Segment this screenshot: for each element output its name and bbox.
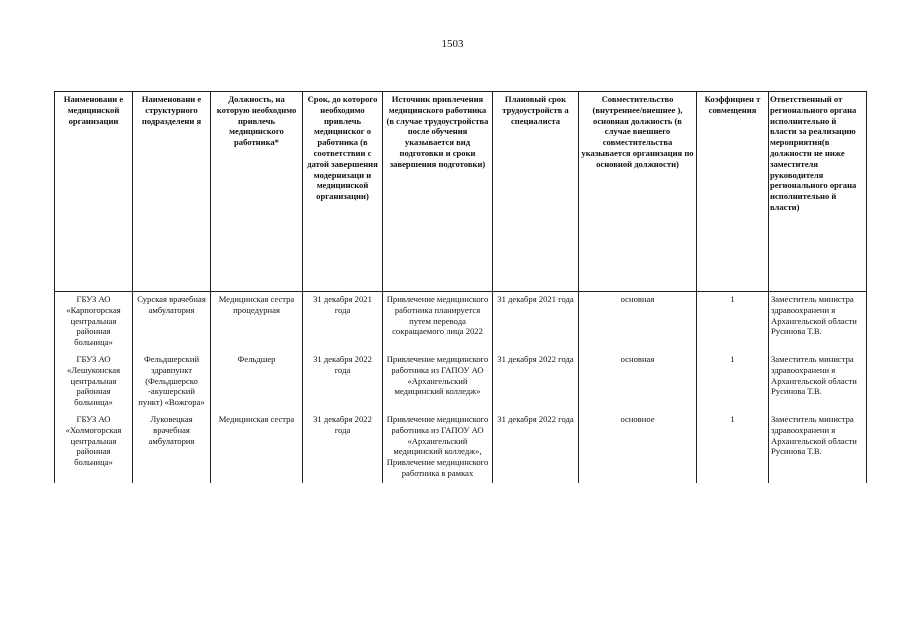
header-coef: Коэффициен т совмещения xyxy=(697,92,769,292)
cell-source: Привлечение медицинского работника из ГАПОУ АО «Архангельский медицинский колледж», Привлечение медицинского работника в рамках xyxy=(383,412,493,483)
cell-coef: 1 xyxy=(697,412,769,483)
cell-planned: 31 декабря 2022 года xyxy=(493,412,579,483)
header-org: Наименовани е медицинской организации xyxy=(55,92,133,292)
cell-combination: основная xyxy=(579,292,697,352)
cell-planned: 31 декабря 2022 года xyxy=(493,352,579,412)
personnel-table xyxy=(54,91,867,483)
cell-coef: 1 xyxy=(697,352,769,412)
cell-responsible: Заместитель министра здравоохранени я Архангельской области Русинова Т.В. xyxy=(769,412,867,483)
cell-deadline: 31 декабря 2022 года xyxy=(303,352,383,412)
header-position: Должность, на которую необходимо привлечь медицинского работника* xyxy=(211,92,303,292)
cell-org: ГБУЗ АО «Холмогорская центральная районная больница» xyxy=(55,412,133,483)
cell-deadline: 31 декабря 2022 года xyxy=(303,412,383,483)
cell-responsible: Заместитель министра здравоохранени я Архангельской области Русинова Т.В. xyxy=(769,292,867,352)
cell-org: ГБУЗ АО «Карпогорская центральная районная больница» xyxy=(55,292,133,352)
cell-position: Медицинская сестра процедурная xyxy=(211,292,303,352)
table-row xyxy=(55,352,867,412)
cell-combination: основная xyxy=(579,352,697,412)
cell-position: Фельдшер xyxy=(211,352,303,412)
header-unit: Наименовани е структурного подразделени я xyxy=(133,92,211,292)
header-deadline: Срок, до которого необходимо привлечь медицинског о работника (в соответствии с датой завершения модернизаци и медицинской организации) xyxy=(303,92,383,292)
cell-source: Привлечение медицинского работника планируется путем перевода сокращаемого лица 2022 xyxy=(383,292,493,352)
page-number: 1503 xyxy=(441,38,464,50)
table-header-row xyxy=(55,92,867,292)
cell-position: Медицинская сестра xyxy=(211,412,303,483)
cell-source: Привлечение медицинского работника из ГАПОУ АО «Архангельский медицинский колледж» xyxy=(383,352,493,412)
cell-org: ГБУЗ АО «Лешуконская центральная районная больница» xyxy=(55,352,133,412)
header-planned: Плановый срок трудоустройств а специалиста xyxy=(493,92,579,292)
cell-coef: 1 xyxy=(697,292,769,352)
table-row xyxy=(55,292,867,352)
cell-deadline: 31 декабря 2021 года xyxy=(303,292,383,352)
header-source: Источник привлечения медицинского работника (в случае трудоустройства после обучения указывается вид подготовки и сроки завершения подготовки) xyxy=(383,92,493,292)
header-combination: Совместительство (внутреннее/внешнее ), основная должность (в случае внешнего совместительства указывается организация по основной должности) xyxy=(579,92,697,292)
cell-unit: Луковецкая врачебная амбулатория xyxy=(133,412,211,483)
cell-combination: основное xyxy=(579,412,697,483)
table-row xyxy=(55,412,867,483)
header-responsible: Ответственный от регионального органа исполнительно й власти за реализацию мероприятия(в должности не ниже заместителя руководителя регионального органа исполнительно й власти) xyxy=(769,92,867,292)
cell-unit: Фельдшерский здравпункт (Фельдшерско -акушерский пункт) «Вожгора» xyxy=(133,352,211,412)
cell-planned: 31 декабря 2021 года xyxy=(493,292,579,352)
cell-responsible: Заместитель министра здравоохранени я Архангельской области Русинова Т.В. xyxy=(769,352,867,412)
cell-unit: Сурская врачебная амбулатория xyxy=(133,292,211,352)
